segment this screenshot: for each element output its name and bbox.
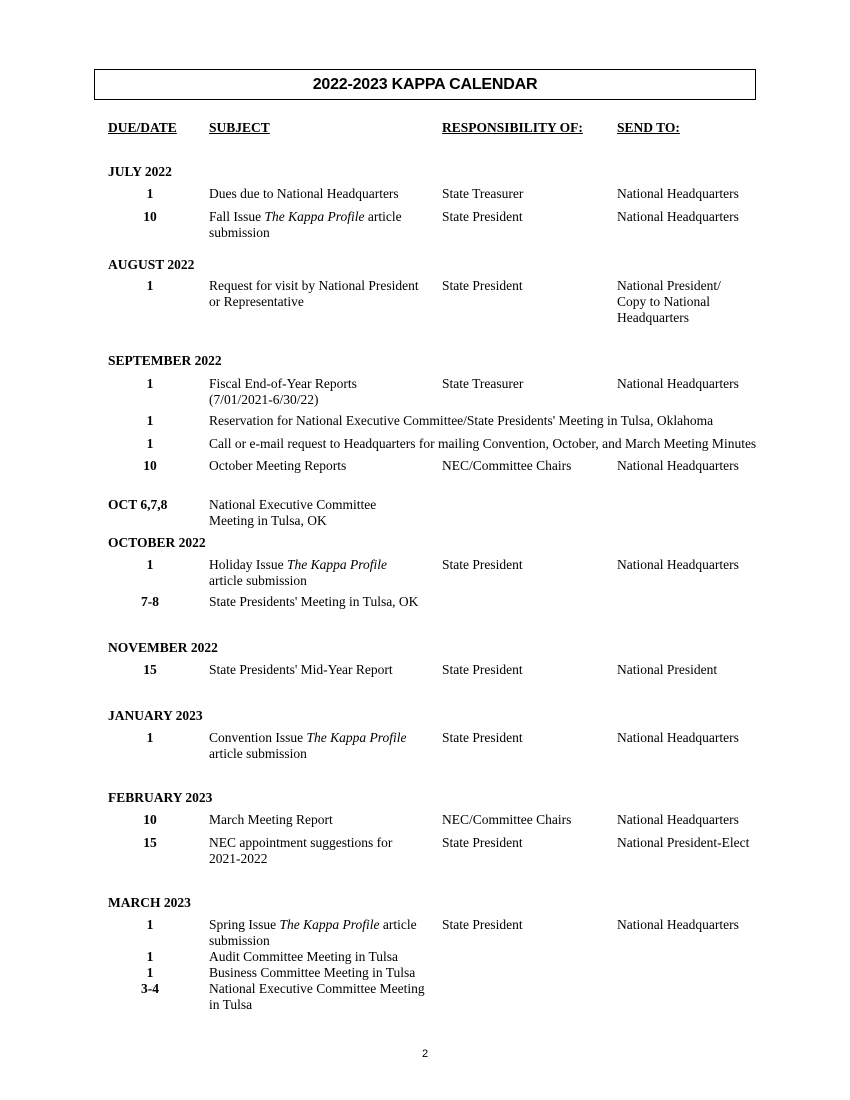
entry-date: 1 bbox=[146, 965, 154, 980]
entry-send-to: National Headquarters bbox=[617, 812, 739, 827]
entry-date: 1 bbox=[146, 557, 154, 572]
entry-subject: State Presidents' Meeting in Tulsa, OK bbox=[209, 594, 419, 609]
entry-subject-line2: or Representative bbox=[209, 294, 304, 309]
entry-date: 10 bbox=[143, 812, 157, 827]
entry-subject: Fiscal End-of-Year Reports bbox=[209, 376, 357, 391]
entry-date: 7-8 bbox=[141, 594, 159, 609]
entry-subject: NEC appointment suggestions for bbox=[209, 835, 393, 850]
month-heading: OCTOBER 2022 bbox=[108, 535, 206, 550]
entry-date: 15 bbox=[143, 835, 157, 850]
entry-subject: Convention Issue The Kappa Profile bbox=[209, 730, 407, 745]
entry-subject-line2: 2021-2022 bbox=[209, 851, 268, 866]
entry-date: 1 bbox=[146, 949, 154, 964]
entry-responsibility: State President bbox=[442, 557, 523, 572]
page-title: 2022-2023 KAPPA CALENDAR bbox=[312, 76, 538, 93]
header-due-date: DUE/DATE bbox=[108, 120, 177, 135]
entry-send-to: National Headquarters bbox=[617, 186, 739, 201]
entry-date: 10 bbox=[143, 458, 157, 473]
entry-responsibility: NEC/Committee Chairs bbox=[442, 812, 572, 827]
entry-date: 10 bbox=[143, 209, 157, 224]
entry-send-to: National President-Elect bbox=[617, 835, 750, 850]
entry-subject-line2: article submission bbox=[209, 746, 307, 761]
entry-responsibility: State President bbox=[442, 662, 523, 677]
entry-responsibility: NEC/Committee Chairs bbox=[442, 458, 572, 473]
entry-subject: Call or e-mail request to Headquarters for mailing Convention, October, and March Meeting Minutes bbox=[209, 436, 757, 451]
entry-date: 1 bbox=[146, 278, 154, 293]
month-heading: FEBRUARY 2023 bbox=[108, 790, 213, 805]
month-heading: MARCH 2023 bbox=[108, 895, 191, 910]
month-heading: JULY 2022 bbox=[108, 164, 172, 179]
page-number: 2 bbox=[421, 1048, 429, 1060]
entry-subject: Request for visit by National President bbox=[209, 278, 419, 293]
entry-subject: National Executive Committee Meeting bbox=[209, 981, 425, 996]
header-send-to: SEND TO: bbox=[617, 120, 680, 135]
entry-subject-line2: (7/01/2021-6/30/22) bbox=[209, 392, 319, 407]
entry-subject: Business Committee Meeting in Tulsa bbox=[209, 965, 416, 980]
entry-subject: Holiday Issue The Kappa Profile bbox=[209, 557, 387, 572]
entry-subject: Reservation for National Executive Committee/State Presidents' Meeting in Tulsa, Oklahoma bbox=[209, 413, 714, 428]
entry-send-to-line2: Copy to National bbox=[617, 294, 710, 309]
entry-subject-line2: in Tulsa bbox=[209, 997, 253, 1012]
entry-subject: Dues due to National Headquarters bbox=[209, 186, 399, 201]
entry-subject-line2: submission bbox=[209, 225, 270, 240]
month-heading: SEPTEMBER 2022 bbox=[108, 353, 222, 368]
entry-subject: Spring Issue The Kappa Profile article bbox=[209, 917, 417, 932]
entry-subject: Fall Issue The Kappa Profile article bbox=[209, 209, 402, 224]
entry-date: 15 bbox=[143, 662, 157, 677]
entry-responsibility: State President bbox=[442, 835, 523, 850]
entry-date: 1 bbox=[146, 917, 154, 932]
entry-send-to: National Headquarters bbox=[617, 730, 739, 745]
month-heading: NOVEMBER 2022 bbox=[108, 640, 218, 655]
entry-send-to-line3: Headquarters bbox=[617, 310, 689, 325]
entry-send-to: National President/ bbox=[617, 278, 721, 293]
entry-subject: October Meeting Reports bbox=[209, 458, 347, 473]
entry-responsibility: State President bbox=[442, 278, 523, 293]
entry-send-to: National Headquarters bbox=[617, 376, 739, 391]
entry-subject: Audit Committee Meeting in Tulsa bbox=[209, 949, 399, 964]
entry-date: 1 bbox=[146, 436, 154, 451]
entry-date: 1 bbox=[146, 186, 154, 201]
month-heading: JANUARY 2023 bbox=[108, 708, 203, 723]
entry-date: 1 bbox=[146, 376, 154, 391]
entry-date: 3-4 bbox=[141, 981, 159, 996]
entry-subject: State Presidents' Mid-Year Report bbox=[209, 662, 393, 677]
entry-send-to: National Headquarters bbox=[617, 458, 739, 473]
entry-subject: March Meeting Report bbox=[209, 812, 333, 827]
entry-send-to: National Headquarters bbox=[617, 917, 739, 932]
entry-date: 1 bbox=[146, 730, 154, 745]
entry-send-to: National Headquarters bbox=[617, 557, 739, 572]
month-heading: AUGUST 2022 bbox=[108, 257, 195, 272]
entry-date: 1 bbox=[146, 413, 154, 428]
header-responsibility: RESPONSIBILITY OF: bbox=[442, 120, 583, 135]
entry-subject-line2: article submission bbox=[209, 573, 307, 588]
entry-responsibility: State Treasurer bbox=[442, 376, 524, 391]
month-heading: OCT 6,7,8 bbox=[108, 497, 168, 512]
entry-subject: National Executive Committee bbox=[209, 497, 377, 512]
entry-subject-line2: submission bbox=[209, 933, 270, 948]
entry-subject-line2: Meeting in Tulsa, OK bbox=[209, 513, 327, 528]
entry-responsibility: State Treasurer bbox=[442, 186, 524, 201]
entry-send-to: National President bbox=[617, 662, 718, 677]
header-subject: SUBJECT bbox=[209, 120, 270, 135]
entry-responsibility: State President bbox=[442, 730, 523, 745]
entry-send-to: National Headquarters bbox=[617, 209, 739, 224]
entry-responsibility: State President bbox=[442, 209, 523, 224]
title-box bbox=[94, 69, 756, 100]
entry-responsibility: State President bbox=[442, 917, 523, 932]
